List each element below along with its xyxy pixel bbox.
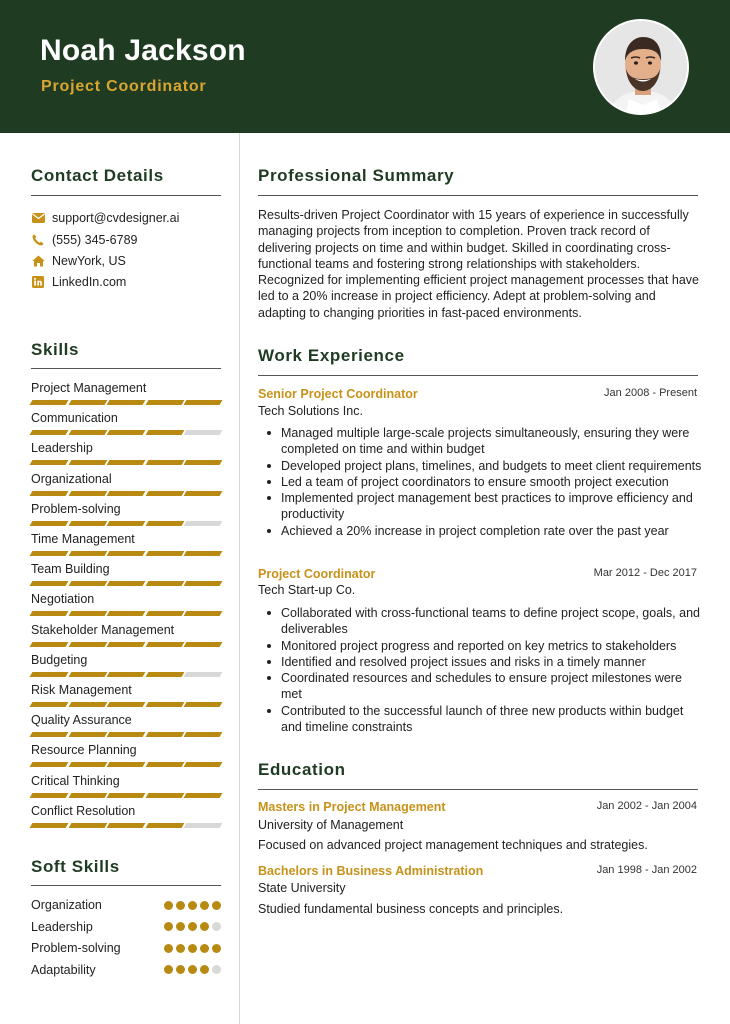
soft-skill-item — [31, 919, 221, 935]
column-divider — [239, 133, 240, 1024]
summary-section-rule — [258, 195, 698, 196]
degree-date: Jan 2002 - Jan 2004 — [596, 800, 697, 812]
skill-level-segment — [107, 642, 145, 647]
skill-level-segment — [145, 702, 183, 707]
job-title: Project Coordinator — [258, 567, 376, 581]
resume-header — [0, 0, 730, 133]
rating-dot — [164, 944, 173, 953]
skill-level-segment — [184, 521, 222, 526]
skill-name: Budgeting — [31, 652, 88, 667]
soft-skill-name: Adaptability — [31, 962, 96, 977]
job-company: Tech Solutions Inc. — [258, 404, 363, 418]
skill-level-segment — [68, 491, 106, 496]
rating-dot — [188, 944, 197, 953]
skill-level-segment — [184, 793, 222, 798]
skill-level-segment — [145, 732, 183, 737]
skill-item — [31, 803, 221, 828]
skill-level-bar — [31, 642, 221, 647]
soft-skill-name: Leadership — [31, 919, 93, 934]
skill-name: Stakeholder Management — [31, 622, 175, 637]
skill-item — [31, 410, 221, 435]
skill-level-bar — [31, 762, 221, 767]
job-date: Mar 2012 - Dec 2017 — [593, 567, 697, 579]
degree-title: Masters in Project Management — [258, 800, 446, 814]
job-title: Senior Project Coordinator — [258, 387, 418, 401]
skill-level-segment — [107, 430, 145, 435]
skill-level-segment — [184, 672, 222, 677]
soft-skill-item — [31, 940, 221, 956]
skill-item — [31, 742, 221, 767]
rating-dot — [200, 901, 209, 910]
contact-linkedin-text: LinkedIn.com — [52, 275, 127, 289]
skill-level-segment — [145, 581, 183, 586]
skill-name: Team Building — [31, 562, 110, 577]
skill-level-segment — [68, 611, 106, 616]
skill-item — [31, 712, 221, 737]
rating-dot — [212, 922, 221, 931]
skill-level-segment — [68, 672, 106, 677]
skill-level-segment — [30, 642, 68, 647]
skill-level-segment — [68, 521, 106, 526]
skills-section-rule — [31, 368, 221, 369]
bullet-item: Coordinated resources and schedules to ensure project milestones were met — [265, 670, 705, 703]
skills-section-title: Skills — [31, 340, 80, 359]
rating-dot — [176, 965, 185, 974]
skill-level-bar — [31, 611, 221, 616]
skill-level-segment — [184, 762, 222, 767]
job-date: Jan 2008 - Present — [604, 387, 697, 399]
rating-dot — [200, 944, 209, 953]
skill-level-segment — [30, 430, 68, 435]
soft-skill-rating — [164, 922, 221, 931]
skill-level-segment — [107, 581, 145, 586]
skill-name: Time Management — [31, 532, 135, 546]
rating-dot — [188, 901, 197, 910]
degree-description: Studied fundamental business concepts and principles. — [258, 902, 564, 916]
bullet-item: Identified and resolved project issues and risks in a timely manner — [265, 654, 705, 670]
rating-dot — [164, 965, 173, 974]
education-section-rule — [258, 789, 698, 790]
contact-section-rule — [31, 195, 221, 196]
skill-item — [31, 501, 221, 526]
skill-item — [31, 440, 221, 465]
skill-level-bar — [31, 702, 221, 707]
home-icon — [31, 254, 45, 268]
job-company: Tech Start-up Co. — [258, 583, 356, 597]
skill-level-segment — [145, 521, 183, 526]
skill-level-bar — [31, 672, 221, 677]
bullet-item: Contributed to the successful launch of three new products within budget and timeline constraints — [265, 703, 705, 736]
skill-level-segment — [107, 491, 145, 496]
skill-level-bar — [31, 823, 221, 828]
skill-level-segment — [30, 521, 68, 526]
contact-section-title: Contact Details — [31, 166, 164, 185]
skill-level-bar — [31, 581, 221, 586]
skill-name: Organizational — [31, 471, 112, 486]
rating-dot — [176, 901, 185, 910]
rating-dot — [212, 965, 221, 974]
skill-level-segment — [68, 581, 106, 586]
skill-level-bar — [31, 430, 221, 435]
degree-date: Jan 1998 - Jan 2002 — [596, 864, 697, 876]
skill-level-segment — [145, 672, 183, 677]
contact-phone-text: (555) 345-6789 — [52, 233, 138, 247]
rating-dot — [176, 922, 185, 931]
skill-level-segment — [107, 732, 145, 737]
skill-level-segment — [145, 823, 183, 828]
skill-level-segment — [184, 702, 222, 707]
skill-level-segment — [107, 460, 145, 465]
skill-level-bar — [31, 732, 221, 737]
skill-level-segment — [145, 460, 183, 465]
skill-name: Quality Assurance — [31, 713, 132, 728]
skill-name: Risk Management — [31, 683, 132, 697]
rating-dot — [212, 901, 221, 910]
skill-level-segment — [68, 430, 106, 435]
skill-level-segment — [30, 491, 68, 496]
soft-skills-section-title: Soft Skills — [31, 857, 120, 876]
skill-level-segment — [68, 400, 106, 405]
skill-level-segment — [184, 581, 222, 586]
skill-level-segment — [184, 642, 222, 647]
skill-level-segment — [184, 823, 222, 828]
skill-level-segment — [107, 702, 145, 707]
school-name: University of Management — [258, 818, 404, 832]
contact-location — [31, 253, 126, 269]
skill-name: Problem-solving — [31, 501, 121, 516]
skill-level-segment — [68, 793, 106, 798]
job-bullets — [265, 605, 705, 735]
rating-dot — [200, 965, 209, 974]
soft-skill-rating — [164, 965, 221, 974]
skill-level-segment — [30, 732, 68, 737]
bullet-item: Led a team of project coordinators to ensure smooth project execution — [265, 474, 705, 490]
skill-level-segment — [145, 400, 183, 405]
rating-dot — [164, 922, 173, 931]
skill-level-segment — [68, 551, 106, 556]
skill-level-segment — [184, 460, 222, 465]
skill-level-bar — [31, 793, 221, 798]
candidate-role: Project Coordinator — [41, 78, 207, 95]
linkedin-icon — [31, 275, 45, 289]
skill-level-segment — [68, 762, 106, 767]
skill-item — [31, 380, 221, 405]
skill-level-segment — [30, 581, 68, 586]
contact-email[interactable] — [31, 210, 179, 226]
skill-name: Leadership — [31, 441, 93, 456]
phone-icon — [31, 233, 45, 247]
skill-level-segment — [30, 551, 68, 556]
skill-name: Communication — [31, 411, 118, 426]
soft-skill-item — [31, 962, 221, 978]
skill-item — [31, 622, 221, 647]
skill-level-bar — [31, 521, 221, 526]
soft-skill-item — [31, 897, 221, 913]
bullet-item: Collaborated with cross-functional teams to define project scope, goals, and deliverables — [265, 605, 705, 638]
skill-level-segment — [145, 642, 183, 647]
skill-name: Critical Thinking — [31, 773, 120, 788]
skill-level-segment — [30, 823, 68, 828]
skill-level-segment — [30, 672, 68, 677]
contact-location-text: NewYork, US — [52, 254, 126, 268]
skill-level-segment — [30, 793, 68, 798]
profile-photo — [593, 19, 689, 115]
rating-dot — [164, 901, 173, 910]
summary-section-title: Professional Summary — [258, 166, 455, 185]
bullet-item: Monitored project progress and reported on key metrics to stakeholders — [265, 638, 705, 654]
skill-item — [31, 773, 221, 798]
bullet-item: Managed multiple large-scale projects simultaneously, ensuring they were completed on time and within budget — [265, 425, 705, 458]
summary-text: Results-driven Project Coordinator with 15 years of experience in successfully managing projects from inception to completion. Proven track record of delivering projects on time and within budget. Skilled in coordinating cross-functional teams and fostering strong relationships with stakeholders. Recognized for implementing efficient project management processes that have led to a 20% increase in project efficiency. Adept at problem-solving and adapting to changing priorities in fast-paced environments. — [258, 208, 699, 320]
soft-skill-rating — [164, 901, 221, 910]
skill-level-bar — [31, 400, 221, 405]
degree-title: Bachelors in Business Administration — [258, 864, 484, 878]
soft-skill-name: Organization — [31, 898, 102, 912]
skill-level-bar — [31, 551, 221, 556]
school-name: State University — [258, 881, 346, 895]
degree-description: Focused on advanced project management techniques and strategies. — [258, 838, 648, 852]
skill-item — [31, 591, 221, 616]
bullet-item: Implemented project management best practices to improve efficiency and productivity — [265, 490, 705, 523]
skill-name: Project Management — [31, 381, 147, 395]
skill-level-segment — [68, 823, 106, 828]
skill-name: Negotiation — [31, 592, 95, 607]
bullet-item: Achieved a 20% increase in project completion rate over the past year — [265, 523, 705, 539]
skill-name: Resource Planning — [31, 743, 137, 758]
skill-level-segment — [145, 762, 183, 767]
rating-dot — [176, 944, 185, 953]
skill-level-segment — [107, 762, 145, 767]
soft-skill-rating — [164, 944, 221, 953]
skill-level-segment — [184, 611, 222, 616]
skill-level-segment — [30, 611, 68, 616]
skill-level-bar — [31, 460, 221, 465]
experience-section-title: Work Experience — [258, 346, 405, 365]
rating-dot — [212, 944, 221, 953]
skill-level-segment — [145, 430, 183, 435]
contact-phone[interactable] — [31, 232, 137, 248]
skill-item — [31, 471, 221, 496]
skill-level-segment — [145, 611, 183, 616]
envelope-icon — [31, 211, 45, 225]
skill-level-segment — [184, 732, 222, 737]
skill-level-segment — [68, 732, 106, 737]
soft-skills-section-rule — [31, 885, 221, 886]
rating-dot — [188, 965, 197, 974]
skill-level-segment — [184, 551, 222, 556]
skill-level-segment — [30, 460, 68, 465]
skill-name: Conflict Resolution — [31, 803, 136, 818]
rating-dot — [188, 922, 197, 931]
skill-level-segment — [107, 823, 145, 828]
job-bullets — [265, 425, 705, 539]
skill-level-segment — [68, 460, 106, 465]
skill-level-segment — [107, 793, 145, 798]
skill-level-segment — [107, 672, 145, 677]
skill-level-segment — [184, 491, 222, 496]
skill-level-segment — [68, 702, 106, 707]
bullet-item: Developed project plans, timelines, and budgets to meet client requirements — [265, 458, 705, 474]
education-section-title: Education — [258, 760, 346, 779]
skill-item — [31, 531, 221, 556]
skill-level-segment — [184, 430, 222, 435]
skill-level-segment — [30, 762, 68, 767]
skill-level-segment — [107, 521, 145, 526]
skill-level-segment — [145, 793, 183, 798]
skill-level-segment — [30, 702, 68, 707]
skill-level-segment — [30, 400, 68, 405]
skill-item — [31, 561, 221, 586]
skill-item — [31, 682, 221, 707]
skill-item — [31, 652, 221, 677]
skill-level-segment — [184, 400, 222, 405]
skill-level-segment — [145, 551, 183, 556]
rating-dot — [200, 922, 209, 931]
contact-email-text: support@cvdesigner.ai — [52, 211, 180, 225]
candidate-name: Noah Jackson — [40, 34, 246, 67]
skill-level-segment — [107, 611, 145, 616]
skill-level-bar — [31, 491, 221, 496]
skill-level-segment — [107, 551, 145, 556]
soft-skill-name: Problem-solving — [31, 941, 121, 955]
skill-level-segment — [145, 491, 183, 496]
contact-linkedin[interactable] — [31, 274, 126, 290]
skill-level-segment — [68, 642, 106, 647]
experience-section-rule — [258, 375, 698, 376]
skill-level-segment — [107, 400, 145, 405]
